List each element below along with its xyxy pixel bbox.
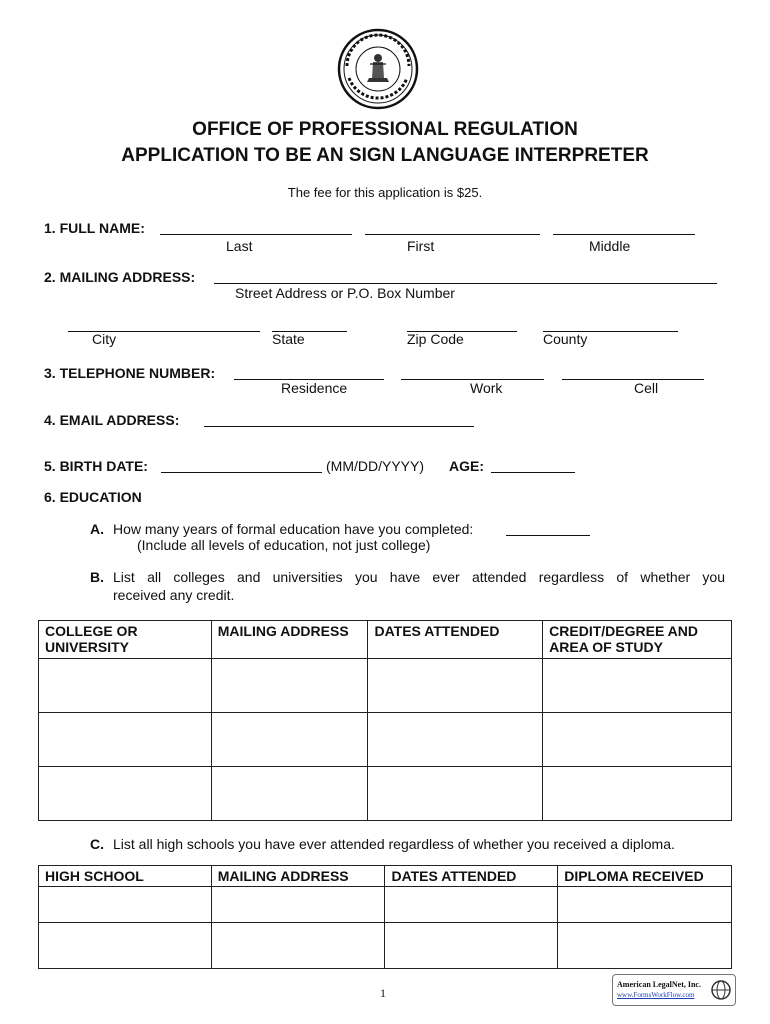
item-c-marker: C. [90, 836, 104, 852]
table-cell[interactable] [211, 659, 368, 713]
table-row [39, 767, 732, 821]
court-seal-logo [337, 28, 419, 110]
education-years-field[interactable] [506, 521, 590, 536]
table-header-row [39, 866, 732, 887]
residence-phone-field[interactable] [234, 365, 384, 380]
hs-diploma-header: DIPLOMA RECEIVED [558, 866, 732, 887]
table-header-row [39, 621, 732, 659]
table-cell[interactable] [368, 713, 543, 767]
page-number: 1 [380, 986, 386, 1000]
table-cell[interactable] [211, 713, 368, 767]
colleges-instruction-cont: received any credit. [113, 587, 235, 603]
middle-name-field[interactable] [553, 220, 695, 235]
application-title: APPLICATION TO BE AN SIGN LANGUAGE INTERPRETER [121, 145, 649, 166]
table-row [39, 659, 732, 713]
birth-date-field[interactable] [161, 458, 322, 473]
college-header: COLLEGE OR UNIVERSITY [39, 621, 212, 659]
street-caption: Street Address or P.O. Box Number [235, 285, 455, 301]
zip-caption: Zip Code [407, 331, 464, 347]
education-years-note: (Include all levels of education, not just college) [137, 537, 431, 553]
table-cell[interactable] [368, 767, 543, 821]
city-caption: City [92, 331, 117, 347]
publisher-name: American LegalNet, Inc. [617, 980, 701, 989]
telephone-label: 3. TELEPHONE NUMBER: [44, 365, 216, 381]
college-dates-header: DATES ATTENDED [368, 621, 543, 659]
table-row [39, 923, 732, 969]
zip-code-field[interactable] [407, 317, 517, 332]
publisher-badge [612, 974, 736, 1006]
table-cell[interactable] [543, 767, 732, 821]
first-name-field[interactable] [365, 220, 540, 235]
table-cell[interactable] [385, 923, 558, 969]
item-b-marker: B. [90, 569, 104, 585]
county-field[interactable] [543, 317, 678, 332]
hs-dates-header: DATES ATTENDED [385, 866, 558, 887]
state-field[interactable] [272, 317, 347, 332]
last-caption: Last [226, 238, 253, 254]
hs-address-header: MAILING ADDRESS [211, 866, 385, 887]
table-cell[interactable] [39, 767, 212, 821]
table-cell[interactable] [39, 923, 212, 969]
high-schools-instruction: List all high schools you have ever attended regardless of whether you received a diploma. [113, 836, 675, 852]
college-table [38, 620, 732, 821]
table-cell[interactable] [211, 923, 385, 969]
work-phone-field[interactable] [401, 365, 544, 380]
state-caption: State [272, 331, 305, 347]
mailing-address-label: 2. MAILING ADDRESS: [44, 269, 196, 285]
college-degree-header: CREDIT/DEGREE AND AREA OF STUDY [543, 621, 732, 659]
education-years-question: How many years of formal education have you completed: [113, 521, 474, 537]
fee-note: The fee for this application is $25. [287, 185, 483, 200]
table-cell[interactable] [368, 659, 543, 713]
cell-caption: Cell [634, 380, 659, 396]
email-label: 4. EMAIL ADDRESS: [44, 412, 180, 428]
item-a-marker: A. [90, 521, 104, 537]
residence-caption: Residence [281, 380, 348, 396]
globe-icon [710, 979, 732, 1001]
street-address-field[interactable] [214, 269, 717, 284]
county-caption: County [543, 331, 588, 347]
table-cell[interactable] [211, 887, 385, 923]
colleges-instruction: List all colleges and universities you have ever attended regardless of whether you [113, 569, 725, 585]
publisher-link[interactable]: www.FormsWorkFlow.com [617, 991, 695, 999]
full-name-label: 1. FULL NAME: [44, 220, 145, 236]
cell-phone-field[interactable] [562, 365, 704, 380]
table-cell[interactable] [558, 887, 732, 923]
table-cell[interactable] [558, 923, 732, 969]
table-cell[interactable] [39, 887, 212, 923]
email-field[interactable] [204, 412, 474, 427]
office-title: OFFICE OF PROFESSIONAL REGULATION [192, 119, 578, 140]
age-field[interactable] [491, 458, 575, 473]
work-caption: Work [470, 380, 503, 396]
table-cell[interactable] [39, 713, 212, 767]
city-field[interactable] [68, 317, 260, 332]
table-cell[interactable] [39, 659, 212, 713]
high-school-table [38, 865, 732, 969]
middle-caption: Middle [589, 238, 631, 254]
table-cell[interactable] [543, 659, 732, 713]
table-cell[interactable] [211, 767, 368, 821]
last-name-field[interactable] [160, 220, 352, 235]
high-school-header: HIGH SCHOOL [39, 866, 212, 887]
first-caption: First [407, 238, 435, 254]
table-row [39, 887, 732, 923]
table-cell[interactable] [543, 713, 732, 767]
education-label: 6. EDUCATION [44, 489, 142, 505]
age-label: AGE: [449, 458, 484, 474]
birth-date-label: 5. BIRTH DATE: [44, 458, 148, 474]
college-address-header: MAILING ADDRESS [211, 621, 368, 659]
birth-date-format: (MM/DD/YYYY) [326, 458, 424, 474]
table-cell[interactable] [385, 887, 558, 923]
table-row [39, 713, 732, 767]
